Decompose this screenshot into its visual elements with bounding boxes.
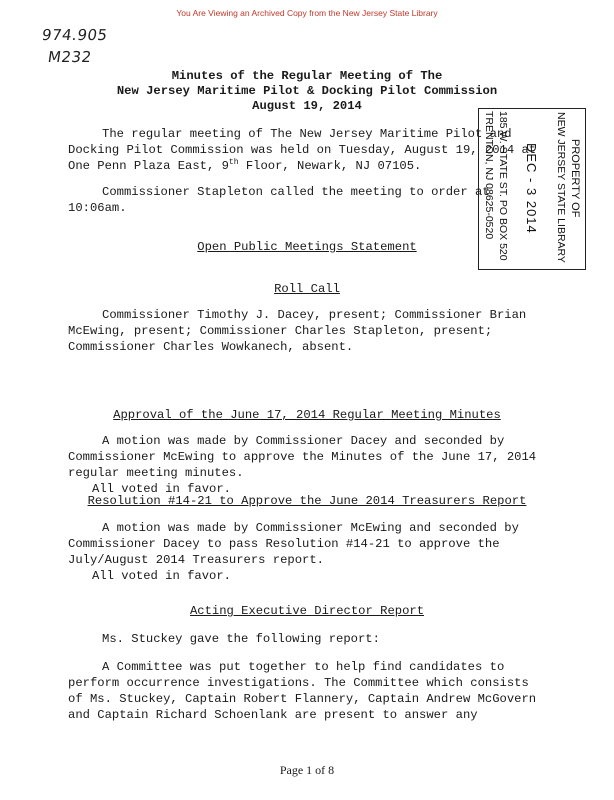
stamp-address-line-2: TRENTON, NJ 08625-0520 [483, 111, 495, 240]
roll-call-line-1: Commissioner Timothy J. Dacey, present; Commissioner Brian [102, 308, 527, 322]
approval-line-2: Commissioner McEwing to approve the Minutes of the June 17, 2014 [68, 450, 537, 464]
handwritten-call-number: 974.905 [40, 26, 109, 44]
resolution-vote: All voted in favor. [92, 569, 231, 583]
call-to-order-line-1: Commissioner Stapleton called the meeting to order at [102, 185, 490, 199]
director-report-line-1: A Committee was put together to help find candidates to [102, 660, 505, 674]
document-title-line-2: New Jersey Maritime Pilot & Docking Pilot Commission [116, 84, 498, 98]
call-to-order-line-2: 10:06am. [68, 201, 127, 215]
resolution-line-1: A motion was made by Commissioner McEwing and seconded by [102, 521, 519, 535]
director-report-line-2: perform occurrence investigations. The Committee which consists [68, 676, 529, 690]
director-report-line-4: and Captain Richard Schoenlank are present to answer any [68, 708, 478, 722]
stamp-property-of: PROPERTY OF [569, 139, 581, 218]
resolution-line-3: July/August 2014 Treasurers report. [68, 553, 324, 567]
stamp-date: DEC - 3 2014 [524, 143, 539, 234]
resolution-line-2: Commissioner Dacey to pass Resolution #14-21 to approve the [68, 537, 500, 551]
handwritten-cutter-number: M232 [46, 48, 93, 66]
roll-call-line-2: McEwing, present; Commissioner Charles Stapleton, present; [68, 324, 493, 338]
approval-line-3: regular meeting minutes. [68, 466, 244, 480]
roll-call-line-3: Commissioner Charles Wowkanech, absent. [68, 340, 354, 354]
stamp-address-line-1: 185 W. STATE ST. PO BOX 520 [497, 111, 509, 261]
page-number: Page 1 of 8 [279, 763, 335, 777]
heading-resolution-14-21: Resolution #14-21 to Approve the June 2014 Treasurers Report [87, 494, 527, 508]
heading-approval-minutes: Approval of the June 17, 2014 Regular Meeting Minutes [113, 408, 501, 422]
stamp-library-name: NEW JERSEY STATE LIBRARY [555, 112, 567, 263]
director-report-intro: Ms. Stuckey gave the following report: [102, 632, 380, 646]
intro-line-2: Docking Pilot Commission was held on Tuesday, August 19, 2014 at [68, 143, 537, 157]
heading-executive-director-report: Acting Executive Director Report [189, 604, 425, 618]
intro-line-3: One Penn Plaza East, 9th Floor, Newark, NJ 07105. [68, 157, 422, 173]
intro-line-1: The regular meeting of The New Jersey Maritime Pilot and [102, 127, 512, 141]
director-report-line-3: of Ms. Stuckey, Captain Robert Flannery, Captain Andrew McGovern [68, 692, 537, 706]
document-date: August 19, 2014 [252, 99, 362, 113]
heading-roll-call: Roll Call [274, 282, 340, 296]
heading-open-public-meetings: Open Public Meetings Statement [197, 240, 417, 254]
approval-vote: All voted in favor. [92, 482, 231, 496]
approval-line-1: A motion was made by Commissioner Dacey and seconded by [102, 434, 505, 448]
archive-banner: You Are Viewing an Archived Copy from the New Jersey State Library [176, 8, 438, 18]
document-title-line-1: Minutes of the Regular Meeting of The [171, 69, 443, 83]
